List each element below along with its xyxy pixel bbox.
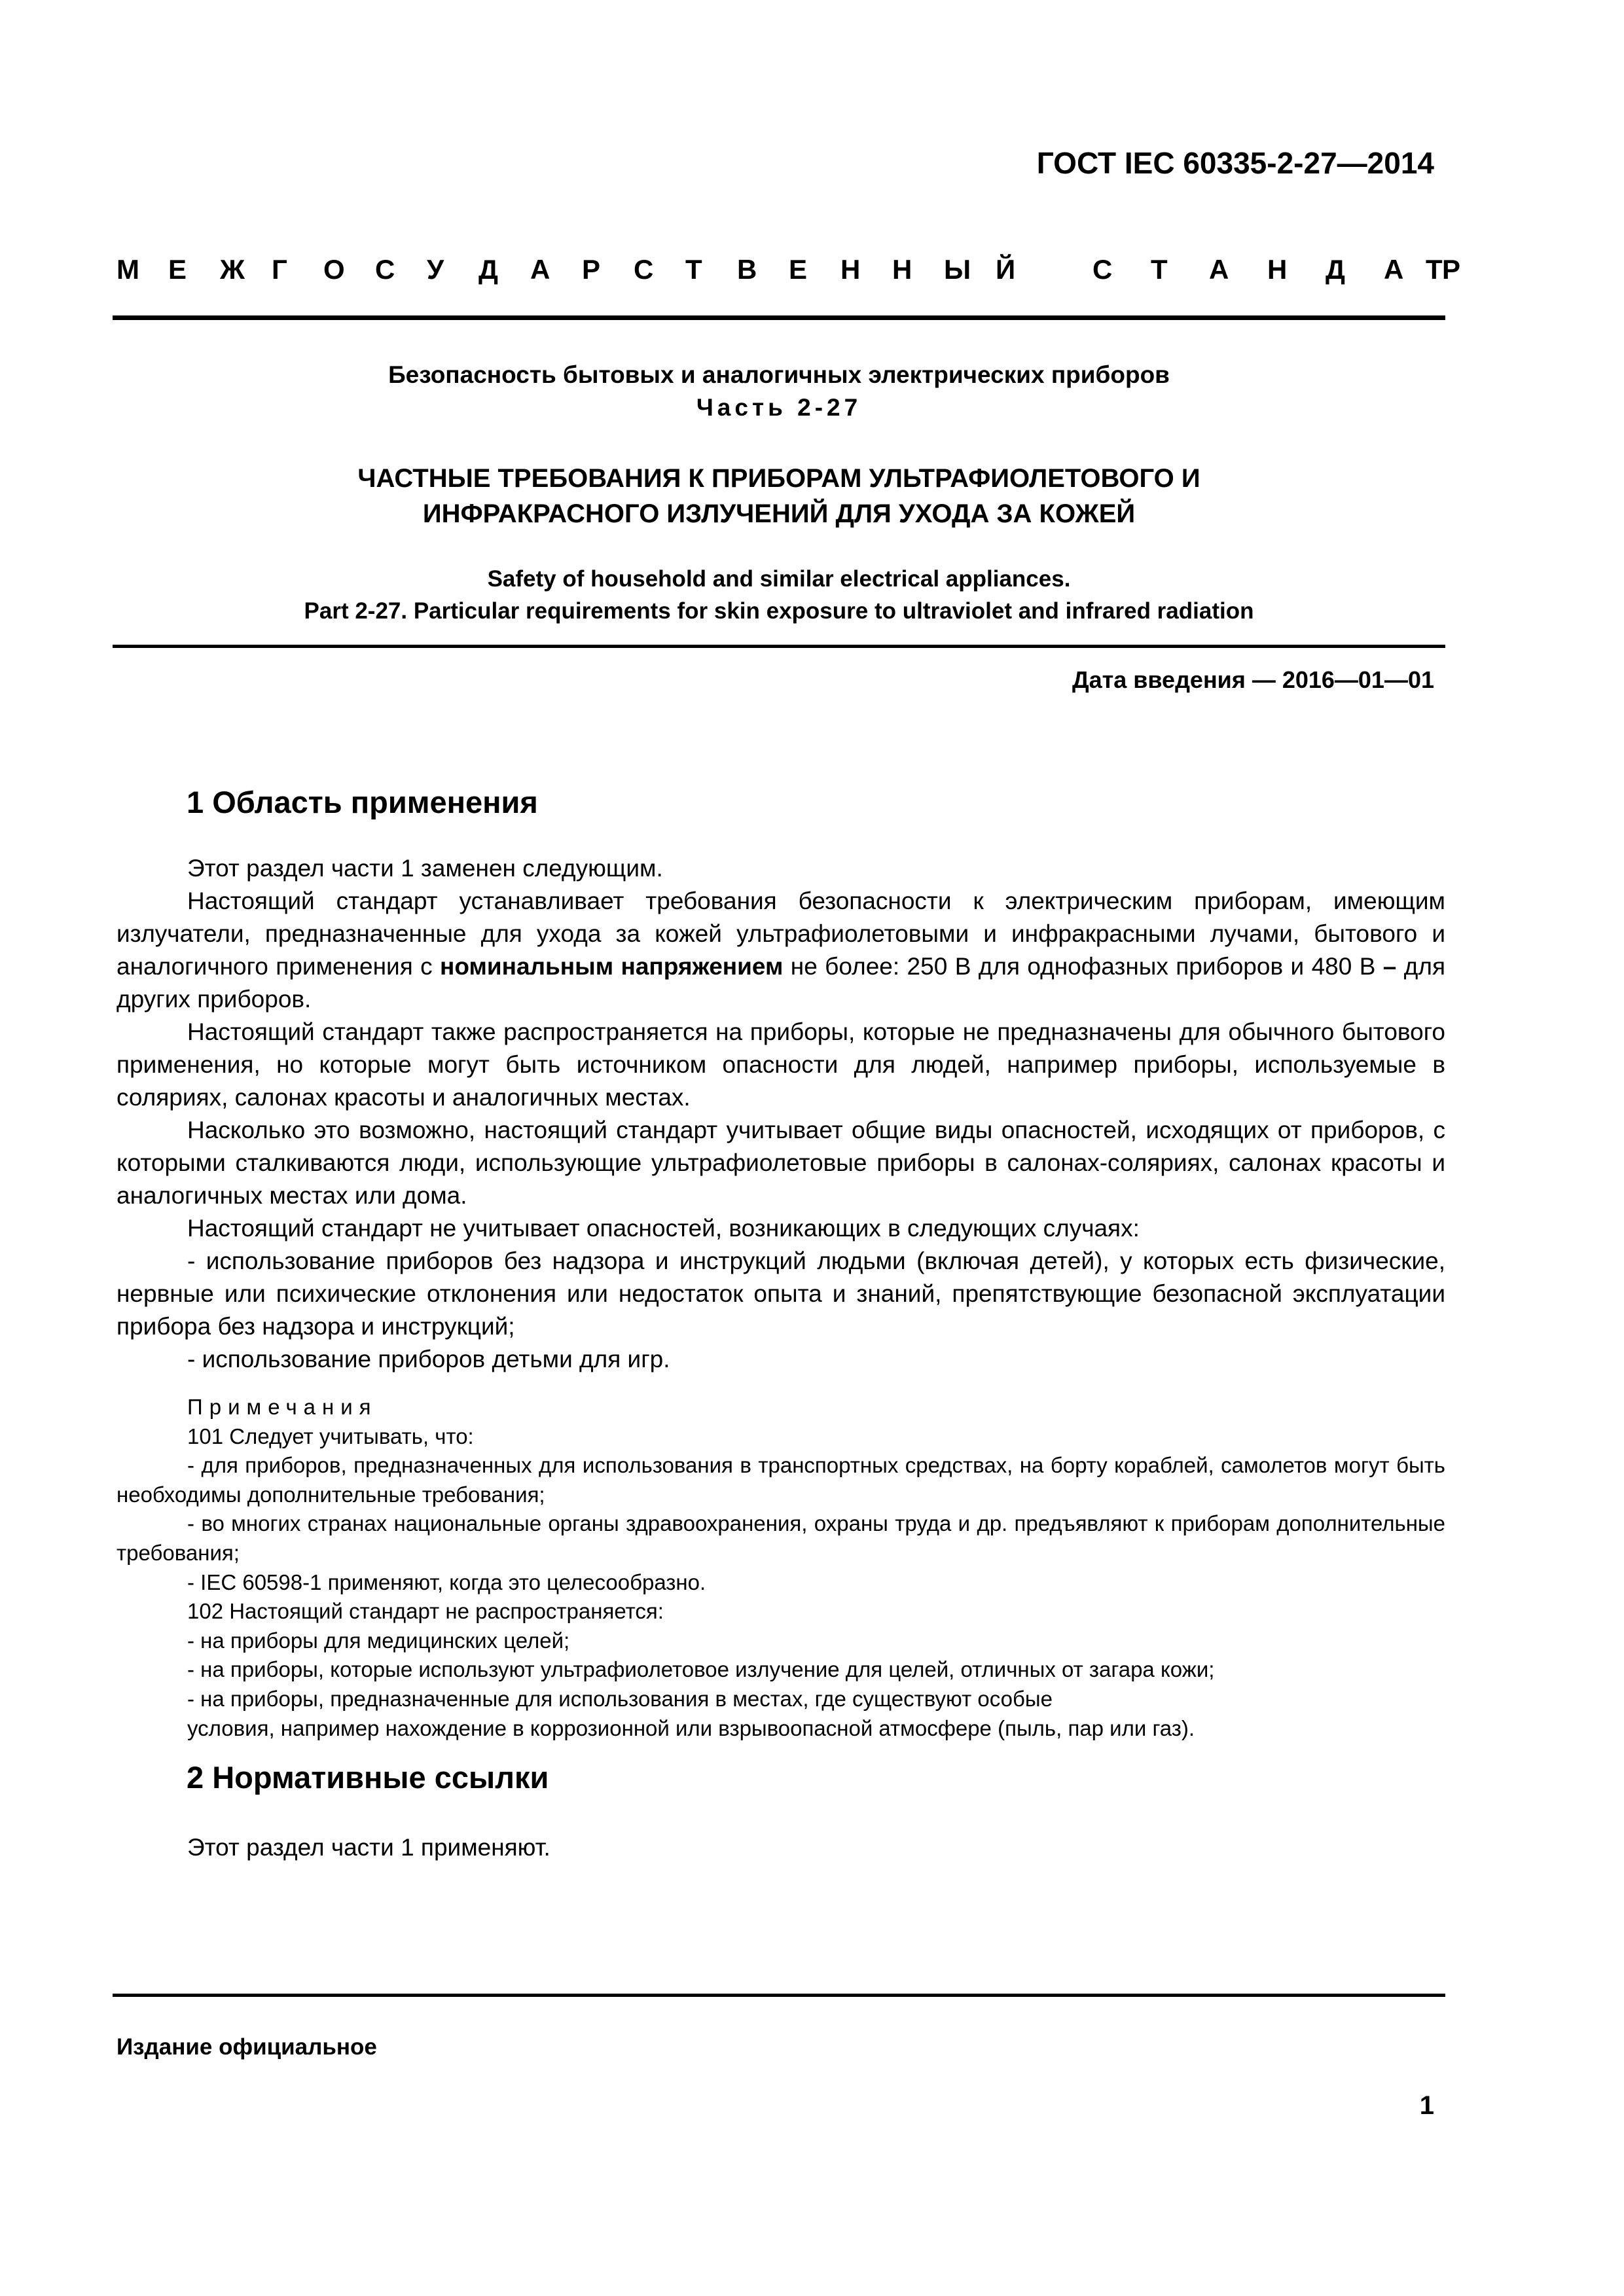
section-2-heading: 2 Нормативные ссылки <box>187 1760 549 1795</box>
standard-type-letter: Т <box>1426 254 1443 285</box>
standard-type-letter: В <box>737 254 757 285</box>
title-part: Часть 2-27 <box>696 394 862 421</box>
paragraph: Насколько это возможно, настоящий стандарт учитывает общие виды опасностей, исходящих от приборов, с которыми сталкиваются люди, использующие ультрафиолетовые приборы в салонах-соляриях, салонах красоты и аналогичных местах или дома. <box>117 1117 1445 1209</box>
note-item: - на приборы, которые используют ультрафиолетовое излучение для целей, отличных от загара кожи; <box>187 1657 1215 1682</box>
dash-bold: – <box>1382 953 1397 980</box>
paragraph: Настоящий стандарт также распространяется на приборы, которые не предназначены для обычного бытового применения, но которые могут быть источником опасности для людей, например приборы, используемые в соляриях, салонах красоты и аналогичных местах. <box>117 1018 1445 1111</box>
standard-type-letter: Й <box>996 254 1016 285</box>
standard-type-letter: Д <box>478 254 498 285</box>
section-1-body <box>117 852 1445 1376</box>
note-101: 101 Следует учитывать, что: <box>187 1424 474 1448</box>
title-en-line-1: Safety of household and similar electrical appliances. <box>487 566 1071 592</box>
paragraph: - использование приборов детьми для игр. <box>187 1346 670 1372</box>
standard-type-letter: Н <box>892 254 912 285</box>
standard-type-letter: У <box>427 254 444 285</box>
note-item: условия, например нахождение в коррозионной или взрывоопасной атмосфере (пыль, пар или газ). <box>187 1715 1195 1740</box>
introduction-date: Дата введения — 2016—01—01 <box>1072 666 1434 693</box>
note-item: - на приборы для медицинских целей; <box>187 1628 570 1653</box>
title-caps-line-2: ИНФРАКРАСНОГО ИЗЛУЧЕНИЙ ДЛЯ УХОДА ЗА КОЖЕЙ <box>422 499 1136 528</box>
paragraph: Этот раздел части 1 заменен следующим. <box>187 855 663 882</box>
standard-type-letter: Ж <box>220 254 245 285</box>
standard-type-letter: О <box>323 254 345 285</box>
title-caps-line-1: ЧАСТНЫЕ ТРЕБОВАНИЯ К ПРИБОРАМ УЛЬТРАФИОЛЕТОВОГО И <box>357 464 1200 493</box>
standard-type-letter: С <box>1092 254 1113 285</box>
paragraph: Настоящий стандарт не учитывает опасностей, возникающих в следующих случаях: <box>187 1215 1140 1242</box>
notes-block <box>117 1393 1445 1743</box>
notes-title: Примечания <box>187 1395 378 1419</box>
paragraph-text: для других приборов. <box>117 953 1445 1013</box>
standard-type-letter: Е <box>789 254 808 285</box>
section-1-heading: 1 Область применения <box>187 785 538 819</box>
note-102: 102 Настоящий стандарт не распространяется: <box>187 1599 664 1624</box>
standard-type-letter: М <box>117 254 139 285</box>
standard-type-letter: С <box>375 254 395 285</box>
section-2-paragraph: Этот раздел части 1 применяют. <box>187 1834 550 1861</box>
term-bold: номинальным напряжением <box>440 953 784 980</box>
standard-type-letter: Н <box>840 254 861 285</box>
edition-label: Издание официальное <box>117 2034 377 2060</box>
note-item: - для приборов, предназначенных для использования в транспортных средствах, на борту кораблей, самолетов могут быть необходимы дополнительные требования; <box>117 1453 1445 1507</box>
note-item: - на приборы, предназначенные для использования в местах, где существуют особые <box>187 1686 1053 1711</box>
note-item: - во многих странах национальные органы здравоохранения, охраны труда и др. предъявляют к приборам дополнительные требования; <box>117 1511 1445 1565</box>
standard-type-letter: Н <box>1267 254 1288 285</box>
standard-type-letter: С <box>634 254 654 285</box>
standard-type-letter: Е <box>168 254 187 285</box>
standard-type-letter: Г <box>272 254 287 285</box>
note-item: - IEC 60598-1 применяют, когда это целесообразно. <box>187 1570 706 1594</box>
standard-type-letter: А <box>530 254 550 285</box>
footer-rule <box>113 1994 1445 1997</box>
page-number: 1 <box>1419 2091 1434 2120</box>
title-rule <box>113 645 1445 648</box>
paragraph: - использование приборов без надзора и инструкций людьми (включая детей), у которых есть физические, нервные или психические отклонения или недостаток опыта и знаний, препятствующие безопасной эксплуатации прибора без надзора и инструкций; <box>117 1247 1445 1340</box>
standard-type-letter: Ы <box>944 254 971 285</box>
header-rule <box>113 315 1445 320</box>
standard-type-letter: Р <box>1442 254 1461 285</box>
paragraph-text: Настоящий стандарт устанавливает требования безопасности к электрическим приборам, имеющим излучатели, предназначенные для ухода за кожей ультрафиолетовыми и инфракрасными лучами, бытового и аналогичного применения с <box>117 888 1445 980</box>
standard-type-letter: Д <box>1326 254 1345 285</box>
standard-type-letter: Р <box>582 254 601 285</box>
document-number: ГОСТ IEC 60335-2-27—2014 <box>1036 146 1434 180</box>
standard-type-letter: Т <box>685 254 702 285</box>
title-en-line-2: Part 2-27. Particular requirements for skin exposure to ultraviolet and infrared radiation <box>304 598 1254 624</box>
standard-type-letter: А <box>1209 254 1229 285</box>
title-block <box>113 359 1445 627</box>
paragraph <box>117 885 1445 1016</box>
standard-type-letter: А <box>1384 254 1404 285</box>
paragraph-text: не более: 250 В для однофазных приборов и 480 В <box>783 953 1383 980</box>
title-ru: Безопасность бытовых и аналогичных электрических приборов <box>388 361 1170 388</box>
standard-type-letter: Т <box>1151 254 1168 285</box>
